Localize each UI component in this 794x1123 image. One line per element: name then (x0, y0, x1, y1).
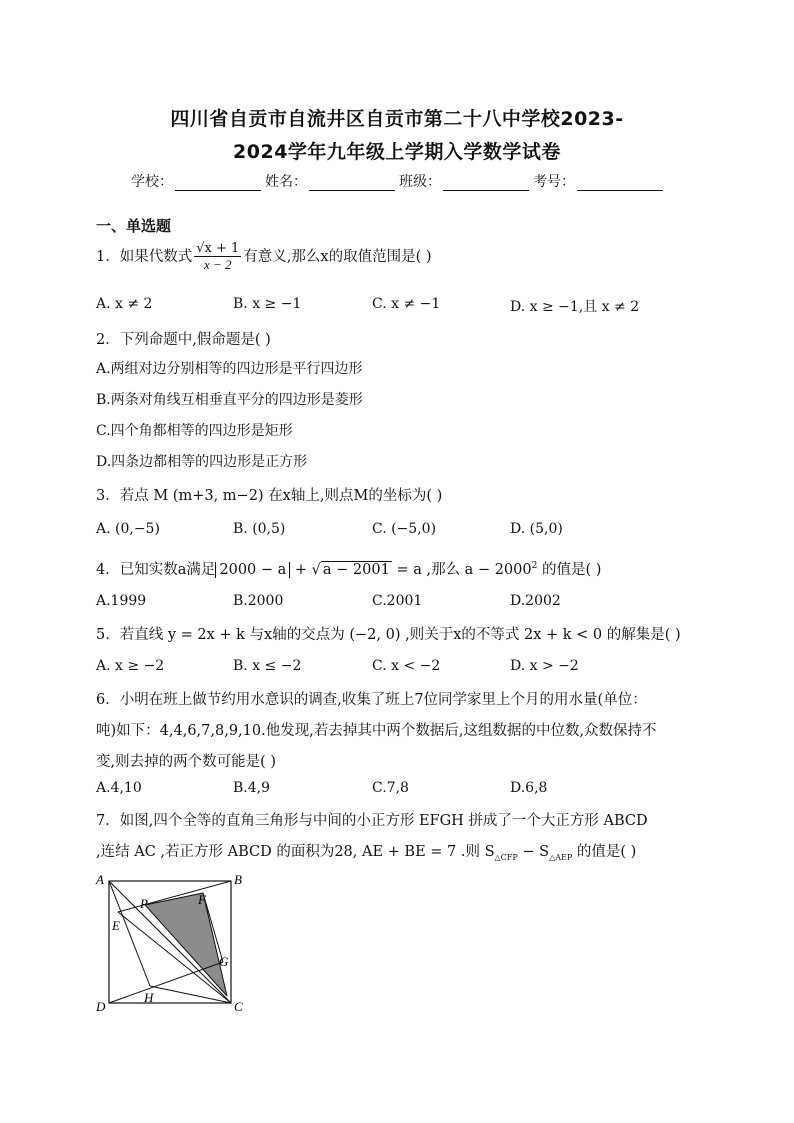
q7-sub2: △AEP (549, 852, 573, 862)
q2-option-c: C.四个角都相等的四边形是矩形 (96, 423, 293, 439)
exam-title-line1: 四川省自贡市自流井区自贡市第二十八中学校2023- (170, 108, 624, 130)
q5-option-d: D. x > −2 (510, 658, 579, 674)
school-blank (175, 175, 261, 191)
label-p: P (140, 896, 148, 911)
q6-option-d: D.6,8 (510, 780, 548, 796)
q3-option-a: A. (0,−5) (96, 521, 160, 537)
q4-option-c: C.2001 (372, 593, 423, 609)
school-field (131, 171, 261, 191)
label-f: F (198, 892, 206, 907)
segment-hc (150, 986, 231, 1003)
label-a: A (96, 872, 104, 887)
question-6-line2: 吨)如下：4,4,6,7,8,9,10.他发现,若去掉其中两个数据后,这组数据的中位数,众数保持不 (96, 723, 657, 739)
q1-frac-num: √x + 1 (196, 241, 240, 256)
q2-option-d: D.四条边都相等的四边形是正方形 (96, 454, 308, 470)
q4-option-b: B.2000 (233, 593, 284, 609)
label-d: D (96, 999, 106, 1014)
q1-prefix: 1．如果代数式 (96, 249, 193, 265)
q5-option-a: A. x ≥ −2 (96, 658, 165, 674)
class-blank (443, 175, 529, 191)
q4-option-d: D.2002 (510, 593, 561, 609)
q4-prefix: 4．已知实数a满足 (96, 562, 216, 578)
q2-option-a: A.两组对边分别相等的四边形是平行四边形 (96, 361, 363, 377)
label-c: C (234, 999, 243, 1014)
q5-option-c: C. x < −2 (372, 658, 441, 674)
q1-option-c: C. x ≠ −1 (372, 296, 441, 312)
question-5: 5．若直线 y = 2x + k 与x轴的交点为 (−2, 0) ,则关于x的不等式 2x + k < 0 的解集是( ) (96, 627, 681, 643)
q4-option-a: A.1999 (96, 593, 147, 609)
question-4: 4．已知实数a满足 2000 − a + √ a − 2001 = a ,那么 $a - 2000^2$ 的值是( ) (96, 561, 602, 578)
q4-sup: 2 (531, 561, 538, 572)
q4-suffix-b: 的值是( ) (537, 562, 602, 578)
exam-title-line2: 2024学年九年级上学期入学数学试卷 (233, 141, 561, 163)
name-blank (309, 175, 395, 191)
question-6-line1: 6．小明在班上做节约用水意识的调查,收集了班上7位同学家里上个月的用水量(单位： (96, 692, 647, 708)
q7-line2-c: 的值是( ) (572, 844, 637, 860)
question-7-line2 (96, 840, 636, 862)
question-6-line3: 变,则去掉的两个数可能是( ) (96, 754, 277, 770)
class-field (399, 171, 529, 191)
section-title: 一、单选题 (96, 217, 172, 235)
exam-number-label: 考号： (533, 174, 575, 190)
q3-option-c: C. (−5,0) (372, 521, 437, 537)
q1-fraction (194, 241, 241, 273)
label-b: B (234, 872, 242, 887)
q3-option-b: B. (0,5) (233, 521, 286, 537)
q6-option-c: C.7,8 (372, 780, 409, 796)
name-field (265, 171, 395, 191)
class-label: 班级： (399, 174, 441, 190)
q5-option-b: B. x ≤ −2 (233, 658, 302, 674)
question-3: 3．若点 M (m+3, m−2) 在x轴上,则点M的坐标为( ) (96, 488, 443, 504)
q2-option-b: B.两条对角线互相垂直平分的四边形是菱形 (96, 392, 363, 408)
exam-number-field (533, 171, 663, 191)
q3-option-d: D. (5,0) (510, 521, 563, 537)
q1-option-d: D. x ≥ −1,且 x ≠ 2 (510, 299, 640, 315)
geometry-figure (92, 868, 252, 1018)
q7-line2-b: − S (517, 844, 550, 860)
q4-eq: = a (391, 562, 422, 578)
q1-option-b: B. x ≥ −1 (233, 296, 302, 312)
q6-option-b: B.4,9 (233, 780, 271, 796)
q6-option-a: A.4,10 (96, 780, 142, 796)
q7-sub1: △CFP (494, 852, 518, 862)
q4-abs-expr: 2000 − a (215, 562, 290, 578)
exam-number-blank (577, 175, 663, 191)
q1-option-a: A. x ≠ 2 (96, 296, 153, 312)
question-7-line1: 7．如图,四个全等的直角三角形与中间的小正方形 EFGH 拼成了一个大正方形 ABCD (96, 813, 648, 829)
shaded-triangle (145, 893, 227, 996)
school-label: 学校： (131, 174, 173, 190)
q4-plus: + (290, 562, 312, 578)
name-label: 姓名： (265, 174, 307, 190)
q7-line2-a: ,连结 AC ,若正方形 ABCD 的面积为28, AE + BE = 7 .则 S (96, 844, 495, 860)
q4-sqrt-expr: a − 2001 (322, 562, 390, 578)
question-2: 2．下列命题中,假命题是( ) (96, 332, 271, 348)
label-g: G (219, 954, 229, 969)
label-h: H (144, 990, 154, 1005)
q4-suffix-a: ,那么 a − 2000 (421, 562, 532, 578)
student-info-row (0, 171, 794, 191)
label-e: E (112, 918, 120, 933)
q1-frac-den: x − 2 (203, 257, 232, 272)
q1-suffix: 有意义,那么x的取值范围是( ) (243, 249, 432, 265)
question-1 (96, 241, 432, 273)
